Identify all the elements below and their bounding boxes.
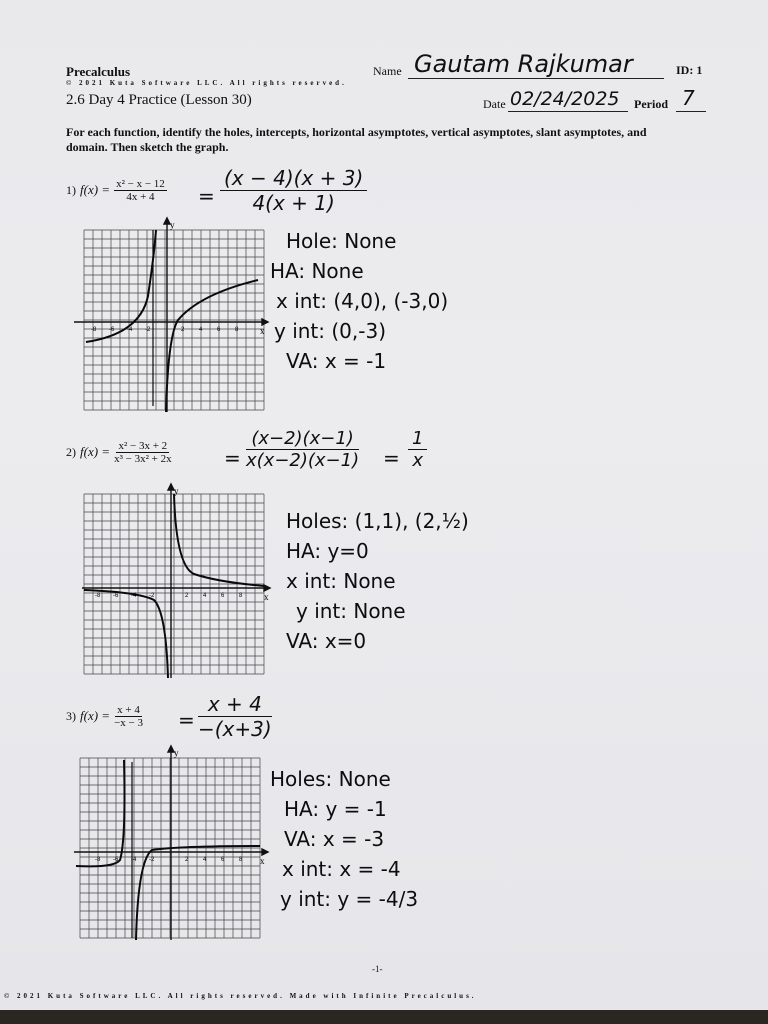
work-denominator: x(x−2)(x−1) (246, 450, 360, 471)
answer-va: VA: x = -3 (284, 827, 385, 851)
graph-2-axes (82, 484, 270, 678)
numerator: x + 4 (117, 704, 140, 716)
equals-sign: = (178, 708, 195, 732)
denominator: −x − 3 (114, 717, 143, 729)
answer-y-int: y int: y = -4/3 (280, 887, 419, 911)
date-label: Date (483, 97, 506, 111)
work-numerator: (x − 4)(x + 3) (220, 166, 367, 191)
period-value: 7 (682, 86, 695, 110)
x-tick-label: 4 (203, 593, 207, 599)
work-numerator: x + 4 (198, 692, 272, 717)
work-numerator: (x−2)(x−1) (246, 428, 359, 450)
x-tick-label: -6 (113, 593, 119, 599)
graph-1-grid (84, 230, 264, 410)
rational-function (114, 704, 143, 729)
simplified-numerator: 1 (408, 428, 427, 450)
rational-function (114, 440, 172, 465)
period-label: Period (634, 97, 668, 111)
worksheet-title: 2.6 Day 4 Practice (Lesson 30) (66, 92, 252, 108)
x-tick-label: 8 (235, 327, 239, 333)
problem-2-answers (286, 506, 469, 656)
x-tick-label: 6 (221, 593, 225, 599)
graph-3 (70, 744, 270, 944)
problem-3-work (198, 692, 272, 741)
function-name: f(x) = (80, 708, 111, 724)
problem-number: 2) (66, 445, 76, 460)
rational-function (114, 178, 167, 203)
date-value: 02/24/2025 (510, 88, 620, 110)
answer-x-int: x int: (4,0), (-3,0) (276, 289, 449, 313)
problem-2-statement (66, 440, 172, 465)
graph-2 (78, 482, 274, 682)
x-tick-label: -4 (127, 327, 133, 333)
x-tick-label: 2 (181, 327, 185, 333)
x-tick-label: -6 (109, 327, 115, 333)
x-axis-label: x (260, 856, 265, 866)
date-line (508, 111, 628, 112)
x-tick-label: 6 (217, 327, 221, 333)
simplified-denominator: x (412, 450, 424, 471)
denominator: 4x + 4 (126, 191, 155, 203)
equals-sign: = (224, 446, 241, 470)
problem-2-simplified (408, 428, 427, 471)
x-tick-label: -2 (149, 857, 155, 863)
x-tick-label: 8 (239, 593, 243, 599)
x-tick-label: -8 (91, 327, 97, 333)
problem-1-statement (66, 178, 167, 203)
problem-number: 3) (66, 709, 76, 724)
answer-ha: HA: y=0 (286, 539, 369, 563)
copyright-line: © 2021 Kuta Software LLC. All rights reserved. (66, 79, 347, 87)
problem-3-answers (270, 764, 418, 914)
answer-holes: Holes: None (270, 767, 391, 791)
page-number: -1- (372, 964, 383, 974)
answer-holes: Holes: (1,1), (2,½) (286, 509, 469, 533)
x-tick-label: 2 (185, 857, 189, 863)
answer-x-int: x int: x = -4 (282, 857, 401, 881)
answer-ha: HA: None (270, 259, 364, 283)
problem-3-statement (66, 704, 143, 729)
answer-va: VA: x=0 (286, 629, 367, 653)
y-axis-label: y (174, 486, 179, 496)
period-line (676, 111, 706, 112)
footer-copyright: © 2021 Kuta Software LLC. All rights reserved. Made with Infinite Precalculus. (4, 992, 477, 1000)
x-tick-label: 2 (185, 593, 189, 599)
x-tick-label: 4 (199, 327, 203, 333)
name-line (408, 78, 664, 79)
x-tick-label: -8 (95, 857, 101, 863)
work-denominator: −(x+3) (198, 717, 272, 741)
id-label: ID: 1 (676, 63, 703, 77)
name-label: Name (373, 64, 402, 78)
y-axis-label: y (170, 220, 175, 230)
problem-1-work (220, 166, 367, 215)
answer-y-int: y int: (0,-3) (274, 319, 386, 343)
x-axis-label: x (260, 326, 265, 336)
course-name: Precalculus (66, 64, 131, 79)
denominator: x³ − 3x² + 2x (114, 453, 172, 465)
x-tick-label: -2 (145, 327, 151, 333)
equals-sign: = (383, 446, 400, 470)
answer-hole: Hole: None (286, 229, 397, 253)
student-name: Gautam Rajkumar (414, 50, 633, 78)
instructions: For each function, identify the holes, intercepts, horizontal asymptotes, vertical asymptotes, slant asymptotes, and domain. Then sketch the graph. (66, 125, 647, 154)
problem-number: 1) (66, 183, 76, 198)
y-axis-label: y (174, 748, 179, 758)
x-tick-label: -8 (95, 593, 101, 599)
graph-1 (70, 216, 270, 416)
numerator: x² − x − 12 (116, 178, 165, 190)
x-tick-label: 6 (221, 857, 225, 863)
answer-va: VA: x = -1 (286, 349, 387, 373)
x-tick-label: -6 (113, 857, 119, 863)
x-tick-label: -2 (149, 593, 155, 599)
answer-ha: HA: y = -1 (284, 797, 387, 821)
problem-1-answers (270, 226, 448, 376)
answer-x-int: x int: None (286, 569, 396, 593)
x-tick-label: -4 (131, 593, 137, 599)
x-axis-label: x (264, 592, 269, 602)
function-name: f(x) = (80, 444, 111, 460)
answer-y-int: y int: None (296, 599, 406, 623)
equals-sign: = (198, 184, 215, 208)
function-name: f(x) = (80, 182, 111, 198)
problem-2-work (246, 428, 359, 471)
x-tick-label: 8 (239, 857, 243, 863)
work-denominator: 4(x + 1) (252, 191, 335, 215)
x-tick-label: 4 (203, 857, 207, 863)
x-tick-label: -4 (131, 857, 137, 863)
graph-3-curve (76, 760, 260, 940)
numerator: x² − 3x + 2 (118, 440, 168, 452)
